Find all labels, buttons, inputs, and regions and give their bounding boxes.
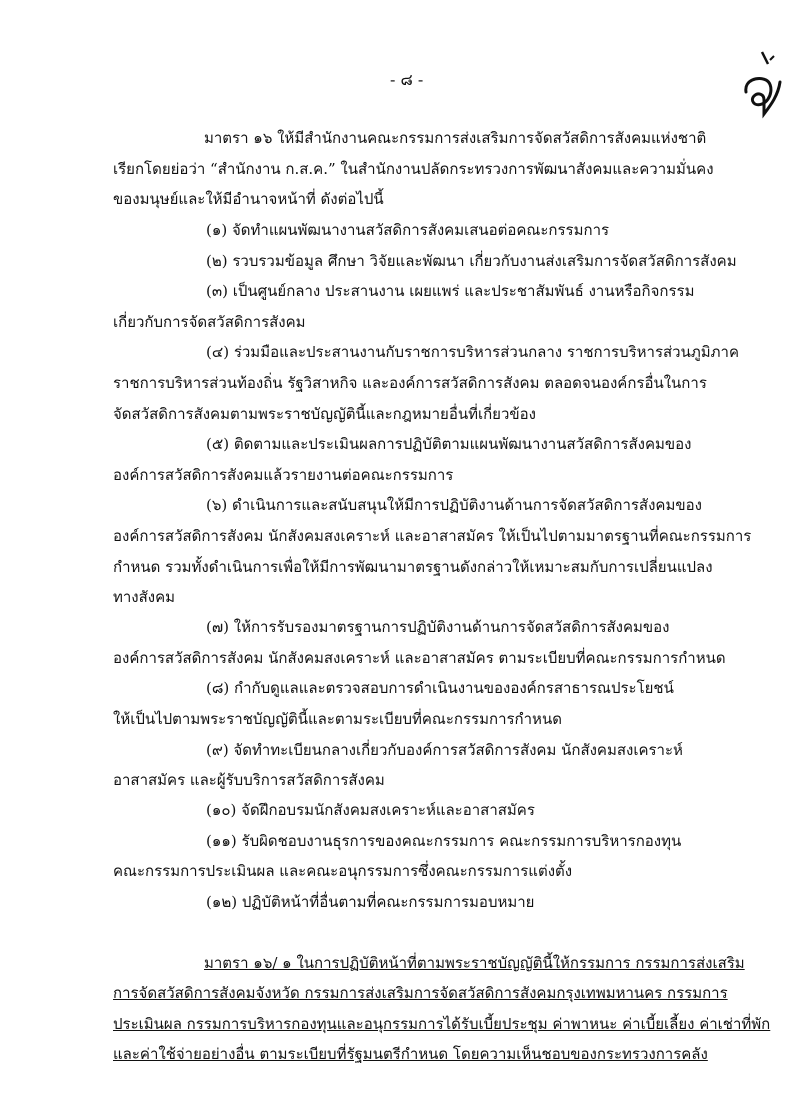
list-item-6-cont-3: ทางสังคม xyxy=(113,588,176,606)
list-item-9-cont: อาสาสมัคร และผู้รับบริการสวัสดิการสังคม xyxy=(113,771,385,789)
list-item-11-cont: คณะกรรมการประเมินผล และคณะอนุกรรมการซึ่งคณะกรรมการแต่งตั้ง xyxy=(113,862,573,880)
list-item-12: (๑๒) ปฏิบัติหน้าที่อื่นตามที่คณะกรรมการมอบหมาย xyxy=(206,893,535,911)
list-item-2: (๒) รวบรวมข้อมูล ศึกษา วิจัยและพัฒนา เกี่ยวกับงานส่งเสริมการจัดสวัสดิการสังคม xyxy=(206,252,737,270)
section-16-line-3: ของมนุษย์และให้มีอำนาจหน้าที่ ดังต่อไปนี้ xyxy=(113,190,384,208)
list-item-5: (๕) ติดตามและประเมินผลการปฏิบัติตามแผนพัฒนางานสวัสดิการสังคมของ xyxy=(206,435,692,453)
section-16-1-line-3: ประเมินผล กรรมการบริหารกองทุนและอนุกรรมการได้รับเบี้ยประชุม ค่าพาหนะ ค่าเบี้ยเลี้ยง ค่าเช่าที่พัก xyxy=(113,1015,771,1033)
list-item-6-cont-2: กำหนด รวมทั้งดำเนินการเพื่อให้มีการพัฒนามาตรฐานดังกล่าวให้เหมาะสมกับการเปลี่ยนแปลง xyxy=(113,558,713,576)
section-16-1-line-1: มาตรา ๑๖/ ๑ ในการปฏิบัติหน้าที่ตามพระราชบัญญัตินี้ให้กรรมการ กรรมการส่งเสริม xyxy=(204,954,745,972)
list-item-1: (๑) จัดทำแผนพัฒนางานสวัสดิการสังคมเสนอต่อคณะกรรมการ xyxy=(206,221,610,239)
list-item-3-cont: เกี่ยวกับการจัดสวัสดิการสังคม xyxy=(113,313,306,331)
page-number: - ๘ - xyxy=(390,70,424,89)
section-16-1-line-4: และค่าใช้จ่ายอย่างอื่น ตามระเบียบที่รัฐมนตรีกำหนด โดยความเห็นชอบของกระทรวงการคลัง xyxy=(113,1045,708,1063)
list-item-10: (๑๐) จัดฝึกอบรมนักสังคมสงเคราะห์และอาสาสมัคร xyxy=(206,801,535,819)
list-item-8: (๘) กำกับดูแลและตรวจสอบการดำเนินงานขององค์กรสาธารณประโยชน์ xyxy=(206,679,674,697)
list-item-6-cont-1: องค์การสวัสดิการสังคม นักสังคมสงเคราะห์ และอาสาสมัคร ให้เป็นไปตามมาตรฐานที่คณะกรรมการ xyxy=(113,527,752,545)
list-item-6: (๖) ดำเนินการและสนับสนุนให้มีการปฏิบัติงานด้านการจัดสวัสดิการสังคมของ xyxy=(206,496,702,514)
handwritten-initial xyxy=(740,50,788,120)
list-item-9: (๙) จัดทำทะเบียนกลางเกี่ยวกับองค์การสวัสดิการสังคม นักสังคมสงเคราะห์ xyxy=(206,741,683,759)
section-16-line-1: มาตรา ๑๖ ให้มีสำนักงานคณะกรรมการส่งเสริมการจัดสวัสดิการสังคมแห่งชาติ xyxy=(204,129,707,147)
section-16-1-line-2: การจัดสวัสดิการสังคมจังหวัด กรรมการส่งเสริมการจัดสวัสดิการสังคมกรุงเทพมหานคร กรรมการ xyxy=(113,984,728,1002)
list-item-7-cont: องค์การสวัสดิการสังคม นักสังคมสงเคราะห์ และอาสาสมัคร ตามระเบียบที่คณะกรรมการกำหนด xyxy=(113,649,726,667)
list-item-8-cont: ให้เป็นไปตามพระราชบัญญัตินี้และตามระเบียบที่คณะกรรมการกำหนด xyxy=(113,710,562,728)
list-item-4: (๔) ร่วมมือและประสานงานกับราชการบริหารส่วนกลาง ราชการบริหารส่วนภูมิภาค xyxy=(206,343,739,361)
list-item-3: (๓) เป็นศูนย์กลาง ประสานงาน เผยแพร่ และประชาสัมพันธ์ งานหรือกิจกรรม xyxy=(206,282,695,300)
list-item-11: (๑๑) รับผิดชอบงานธุรการของคณะกรรมการ คณะกรรมการบริหารกองทุน xyxy=(206,832,682,850)
list-item-5-cont: องค์การสวัสดิการสังคมแล้วรายงานต่อคณะกรรมการ xyxy=(113,466,454,484)
list-item-4-cont-1: ราชการบริหารส่วนท้องถิ่น รัฐวิสาหกิจ และองค์การสวัสดิการสังคม ตลอดจนองค์กรอื่นในการ xyxy=(113,374,707,392)
list-item-7: (๗) ให้การรับรองมาตรฐานการปฏิบัติงานด้านการจัดสวัสดิการสังคมของ xyxy=(206,618,670,636)
section-16-line-2: เรียกโดยย่อว่า “สำนักงาน ก.ส.ค.” ในสำนักงานปลัดกระทรวงการพัฒนาสังคมและความมั่นคง xyxy=(113,160,714,178)
list-item-4-cont-2: จัดสวัสดิการสังคมตามพระราชบัญญัตินี้และกฎหมายอื่นที่เกี่ยวข้อง xyxy=(113,405,536,423)
